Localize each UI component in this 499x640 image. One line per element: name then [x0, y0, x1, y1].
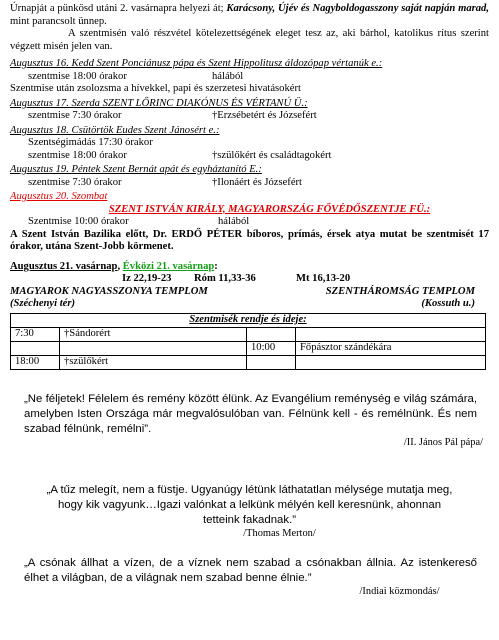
quote-3: „A csónak állhat a vízen, de a víznek nem szabad a csónakban állnia. Az istenkereső élhet a világban, de a világnak nem szabad benne élnie.” [24, 557, 477, 585]
quote-3-author: /Indiai közmondás/ [359, 586, 440, 598]
table-row [11, 327, 486, 341]
adoration-time: Szentségimádás 17:30 órakor [28, 137, 153, 148]
quote-1: „Ne féljetek! Félelem és remény között élünk. Az Evangélium reménység e világ számára, amelyben Isten Országa már megvalósulóban van. Félnünk kell - és remélnünk. És nem szabad félnünk, remélni”. [24, 392, 477, 435]
table-title: Szentmisék rendje és ideje: [11, 313, 486, 327]
day-heading-18: Augusztus 18. Csütörtök Eudes Szent Jánosért e.: [10, 124, 220, 136]
quote-2: „A tűz melegít, nem a füstje. Ugyanúgy létünk láthatatlan mélysége mutatja meg, hogy kik vagyunk…Igazi valónkat a lelkünk mélyén kell keresnünk, ahonnan tetteink fakadnak.” [46, 483, 453, 526]
place-right: (Kossuth u.) [421, 298, 475, 309]
day-heading-19: Augusztus 19. Péntek Szent Bernát apát és egyháztanító E.: [10, 164, 262, 175]
mass-row-18 [10, 150, 489, 163]
intro-paragraph-1 [10, 3, 489, 28]
mass-time: szentmise 18:00 órakor [28, 149, 127, 161]
table-cell-time-right [247, 355, 296, 369]
table-cell-intent-left: †szülőkért [60, 355, 247, 369]
mass-row-19 [10, 177, 489, 190]
table-cell-time-left: 18:00 [11, 355, 60, 369]
mass-intention: hálából [218, 216, 250, 227]
mass-row-16 [10, 71, 489, 84]
table-cell-time-left [11, 341, 60, 355]
basilica-note: A Szent István Bazilika előtt, Dr. ERDŐ PÉTER bíboros, prímás, érsek atya mutat be szentmisét 17 órakor, utána Szent-Jobb körmenet. [10, 228, 489, 252]
day-heading-16: Augusztus 16. Kedd Szent Ponciánusz pápa és Szent Hippolitusz áldozópap vértanúk e.: [10, 58, 383, 69]
mass-intention: †Ilonáért és Józsefért [212, 176, 303, 188]
table-row [11, 341, 486, 355]
church-right: SZENTHÁROMSÁG TEMPLOM [325, 285, 475, 297]
feast-title: SZENT ISTVÁN KIRÁLY, MAGYARORSZÁG FŐVÉDŐSZENTJE FÜ.: [108, 203, 431, 215]
quote-1-author: /II. János Pál pápa/ [403, 436, 483, 448]
mass-row-17 [10, 110, 489, 123]
mass-schedule-table [10, 313, 486, 370]
sunday-ordinary-time: Évközi 21. vasárnap [122, 260, 215, 272]
mass-time: szentmise 18:00 órakor [28, 70, 127, 82]
place-left: (Széchenyi tér) [10, 298, 76, 309]
sunday-date: Augusztus 21. vasárnap [10, 260, 118, 272]
sunday-sep: , [117, 260, 123, 272]
table-cell-intent-right [296, 327, 486, 341]
table-cell-intent-right: Főpásztor szándékára [296, 341, 486, 355]
table-title-row [11, 313, 486, 327]
reading-3: Mt 16,13-20 [296, 273, 351, 284]
intro-paragraph-2: A szentmisén való részvétel kötelezettségének eleget tesz az, aki bárhol, katolikus rítus szerint végzett misén jelen van. [10, 28, 489, 52]
table-cell-intent-left [60, 341, 247, 355]
mass-intention: †Erzsébetért és Józsefért [212, 110, 317, 121]
table-row [11, 355, 486, 369]
intro-text-end: mint parancsolt ünnep. [10, 15, 107, 27]
table-cell-intent-right [296, 355, 486, 369]
sunday-colon: : [214, 260, 218, 272]
reading-1: Iz 22,19-23 [122, 273, 172, 284]
church-left: MAGYAROK NAGYASSZONYA TEMPLOM [10, 285, 208, 297]
mass-intention: †szülőkért és családtagokért [212, 149, 332, 161]
quote-2-author: /Thomas Merton/ [243, 528, 316, 540]
day-heading-17: Augusztus 17. Szerda SZENT LŐRINC DIAKÓNUS ÉS VÉRTANÚ Ü.: [10, 97, 308, 109]
table-cell-time-left: 7:30 [11, 327, 60, 341]
day-heading-20: Augusztus 20. Szombat [10, 191, 108, 202]
day-note-16: Szentmise után zsolozsma a hívekkel, papi és szerzetesi hivatásokért [10, 83, 301, 94]
table-cell-time-right [247, 327, 296, 341]
mass-time: Szentmise 10:00 órakor [28, 216, 129, 227]
table-cell-time-right: 10:00 [247, 341, 296, 355]
mass-row-20 [10, 216, 489, 229]
intro-bold-text: Karácsony, Újév és Nagyboldogasszony saját napján marad, [226, 3, 489, 14]
mass-time: szentmise 7:30 órakor [28, 110, 122, 121]
reading-2: Róm 11,33-36 [194, 273, 256, 284]
churches-row [10, 286, 489, 299]
readings-row [10, 273, 489, 286]
table-cell-intent-left: †Sándorért [60, 327, 247, 341]
intro-text: Úrnapját a pünkösd utáni 2. vasárnapra helyezi át; [10, 3, 227, 14]
mass-intention: hálából [212, 70, 244, 82]
sunday-heading [10, 261, 489, 274]
mass-time: szentmise 7:30 órakor [28, 176, 122, 188]
places-row [10, 298, 489, 311]
